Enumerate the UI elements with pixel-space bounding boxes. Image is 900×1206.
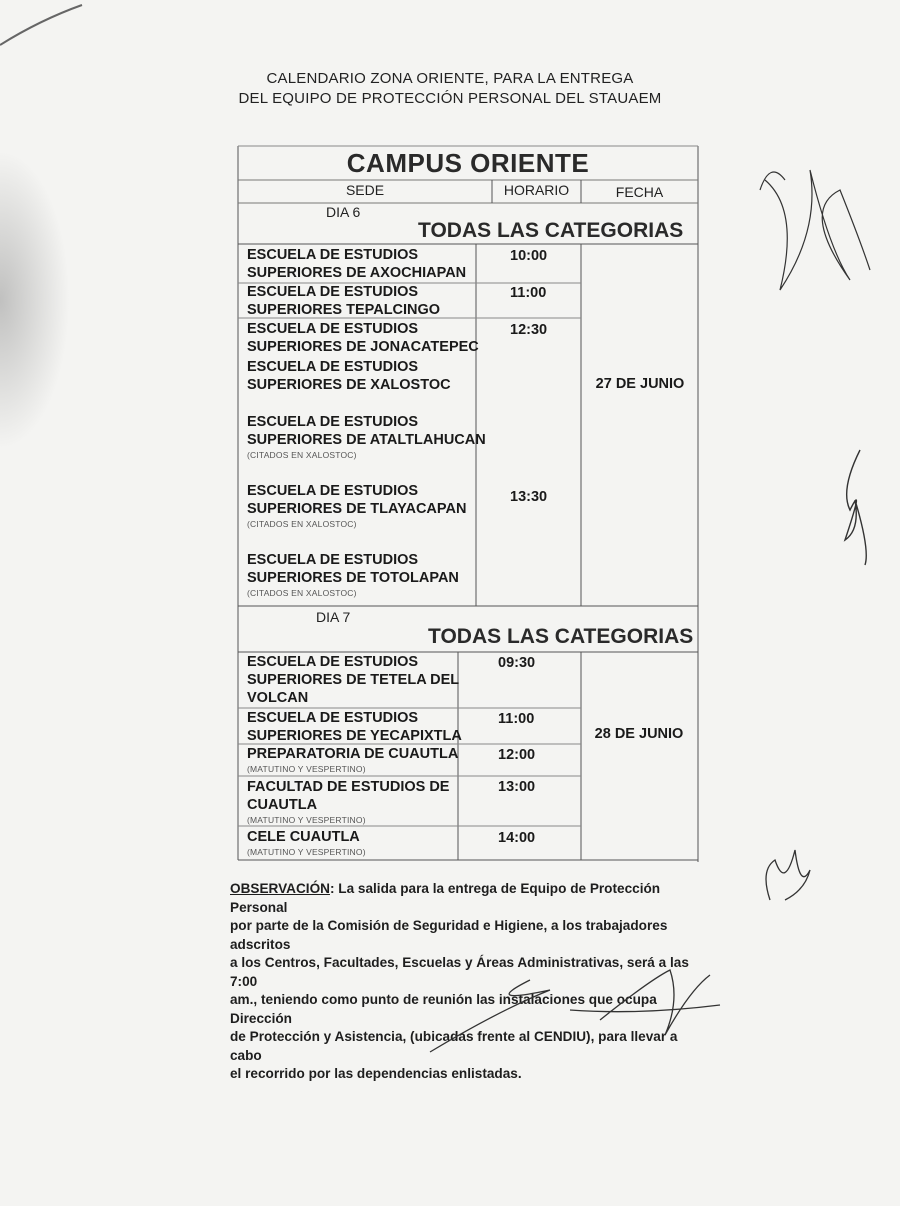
sede-row (247, 653, 459, 707)
sede-line: SUPERIORES DE TLAYACAPAN (247, 501, 467, 517)
sede-line: SUPERIORES DE YECAPIXTLA (247, 728, 462, 744)
observation-line: am., teniendo como punto de reunión las instalaciones que ocupa Dirección (230, 992, 657, 1026)
sede-line: ESCUELA DE ESTUDIOS (247, 359, 419, 375)
sede-row (247, 709, 462, 745)
time-cell: 11:00 (498, 711, 535, 727)
time-cell: 12:00 (498, 747, 536, 763)
sede-line: ESCUELA DE ESTUDIOS (247, 483, 419, 499)
table-title: CAMPUS ORIENTE (346, 148, 590, 178)
time-cell: 13:30 (510, 489, 548, 505)
sede-row (247, 745, 458, 775)
sede-row (247, 320, 479, 356)
sede-line: SUPERIORES TEPALCINGO (247, 302, 441, 318)
sede-row (247, 413, 486, 461)
day-6-label: DIA 6 (326, 204, 361, 220)
date-cell-day-7: 28 DE JUNIO (594, 726, 684, 742)
day-7-categories: TODAS LAS CATEGORIAS (428, 625, 694, 648)
time-cell: 12:30 (510, 322, 548, 338)
date-cell-day-6: 27 DE JUNIO (595, 376, 685, 392)
time-cell: 11:00 (510, 285, 547, 301)
sede-line: ESCUELA DE ESTUDIOS (247, 321, 419, 337)
observation-line: de Protección y Asistencia, (ubicadas frente al CENDIU), para llevar a cabo (230, 1029, 678, 1063)
sede-note: (CITADOS EN XALOSTOC) (247, 450, 357, 460)
sede-line: ESCUELA DE ESTUDIOS (247, 284, 419, 300)
time-cell: 13:00 (498, 779, 536, 795)
day-7-label: DIA 7 (316, 609, 351, 625)
observation-line: : La salida para la entrega de Equipo de Protección Personal (230, 881, 661, 915)
sede-note: (MATUTINO Y VESPERTINO) (247, 847, 366, 857)
sede-row (247, 482, 466, 530)
observation-label: OBSERVACIÓN (230, 881, 330, 896)
time-cell: 10:00 (510, 248, 548, 264)
sede-line: ESCUELA DE ESTUDIOS (247, 247, 419, 263)
sede-line: SUPERIORES DE JONACATEPEC (247, 339, 479, 355)
day-6-categories: TODAS LAS CATEGORIAS (418, 219, 684, 242)
sede-line: FACULTAD DE ESTUDIOS DE (247, 779, 450, 795)
sede-line: VOLCAN (247, 690, 309, 706)
document-title-line-2: DEL EQUIPO DE PROTECCIÓN PERSONAL DEL STAUAEM (238, 90, 662, 107)
signature-top-right (740, 150, 890, 320)
column-header-horario: HORARIO (503, 182, 570, 198)
sede-line: ESCUELA DE ESTUDIOS (247, 710, 419, 726)
sede-line: SUPERIORES DE TETELA DEL (247, 672, 460, 688)
sede-row (247, 551, 459, 599)
sede-line: ESCUELA DE ESTUDIOS (247, 414, 419, 430)
sede-note: (CITADOS EN XALOSTOC) (247, 588, 357, 598)
sede-line: CELE CUAUTLA (247, 829, 360, 845)
sede-note: (MATUTINO Y VESPERTINO) (247, 764, 366, 774)
time-cell: 14:00 (498, 830, 536, 846)
observation-line: a los Centros, Facultades, Escuelas y Áreas Administrativas, será a las 7:00 (230, 955, 689, 989)
document-title-line-1: CALENDARIO ZONA ORIENTE, PARA LA ENTREGA (266, 70, 634, 87)
sede-line: ESCUELA DE ESTUDIOS (247, 552, 419, 568)
sede-line: ESCUELA DE ESTUDIOS (247, 654, 419, 670)
sede-row (247, 283, 440, 319)
sede-row (247, 828, 366, 858)
sede-note: (CITADOS EN XALOSTOC) (247, 519, 357, 529)
sede-row (247, 778, 449, 826)
signature-right-lower (755, 830, 825, 910)
sede-line: PREPARATORIA DE CUAUTLA (247, 746, 459, 762)
sede-row (247, 246, 466, 282)
sede-line: SUPERIORES DE AXOCHIAPAN (247, 265, 467, 281)
observation-line: por parte de la Comisión de Seguridad e Higiene, a los trabajadores adscritos (230, 918, 668, 952)
signature-right-middle (820, 440, 880, 570)
column-header-fecha: FECHA (615, 184, 664, 200)
sede-line: SUPERIORES DE XALOSTOC (247, 377, 451, 393)
column-header-sede: SEDE (345, 182, 385, 198)
sede-row (247, 358, 451, 394)
sede-line: SUPERIORES DE TOTOLAPAN (247, 570, 459, 586)
sede-line: CUAUTLA (247, 797, 318, 813)
sede-line: SUPERIORES DE ATALTLAHUCAN (247, 432, 486, 448)
time-cell: 09:30 (498, 655, 536, 671)
sede-note: (MATUTINO Y VESPERTINO) (247, 815, 366, 825)
signature-bottom (420, 960, 740, 1060)
observation-line: el recorrido por las dependencias enlistadas. (230, 1066, 522, 1081)
